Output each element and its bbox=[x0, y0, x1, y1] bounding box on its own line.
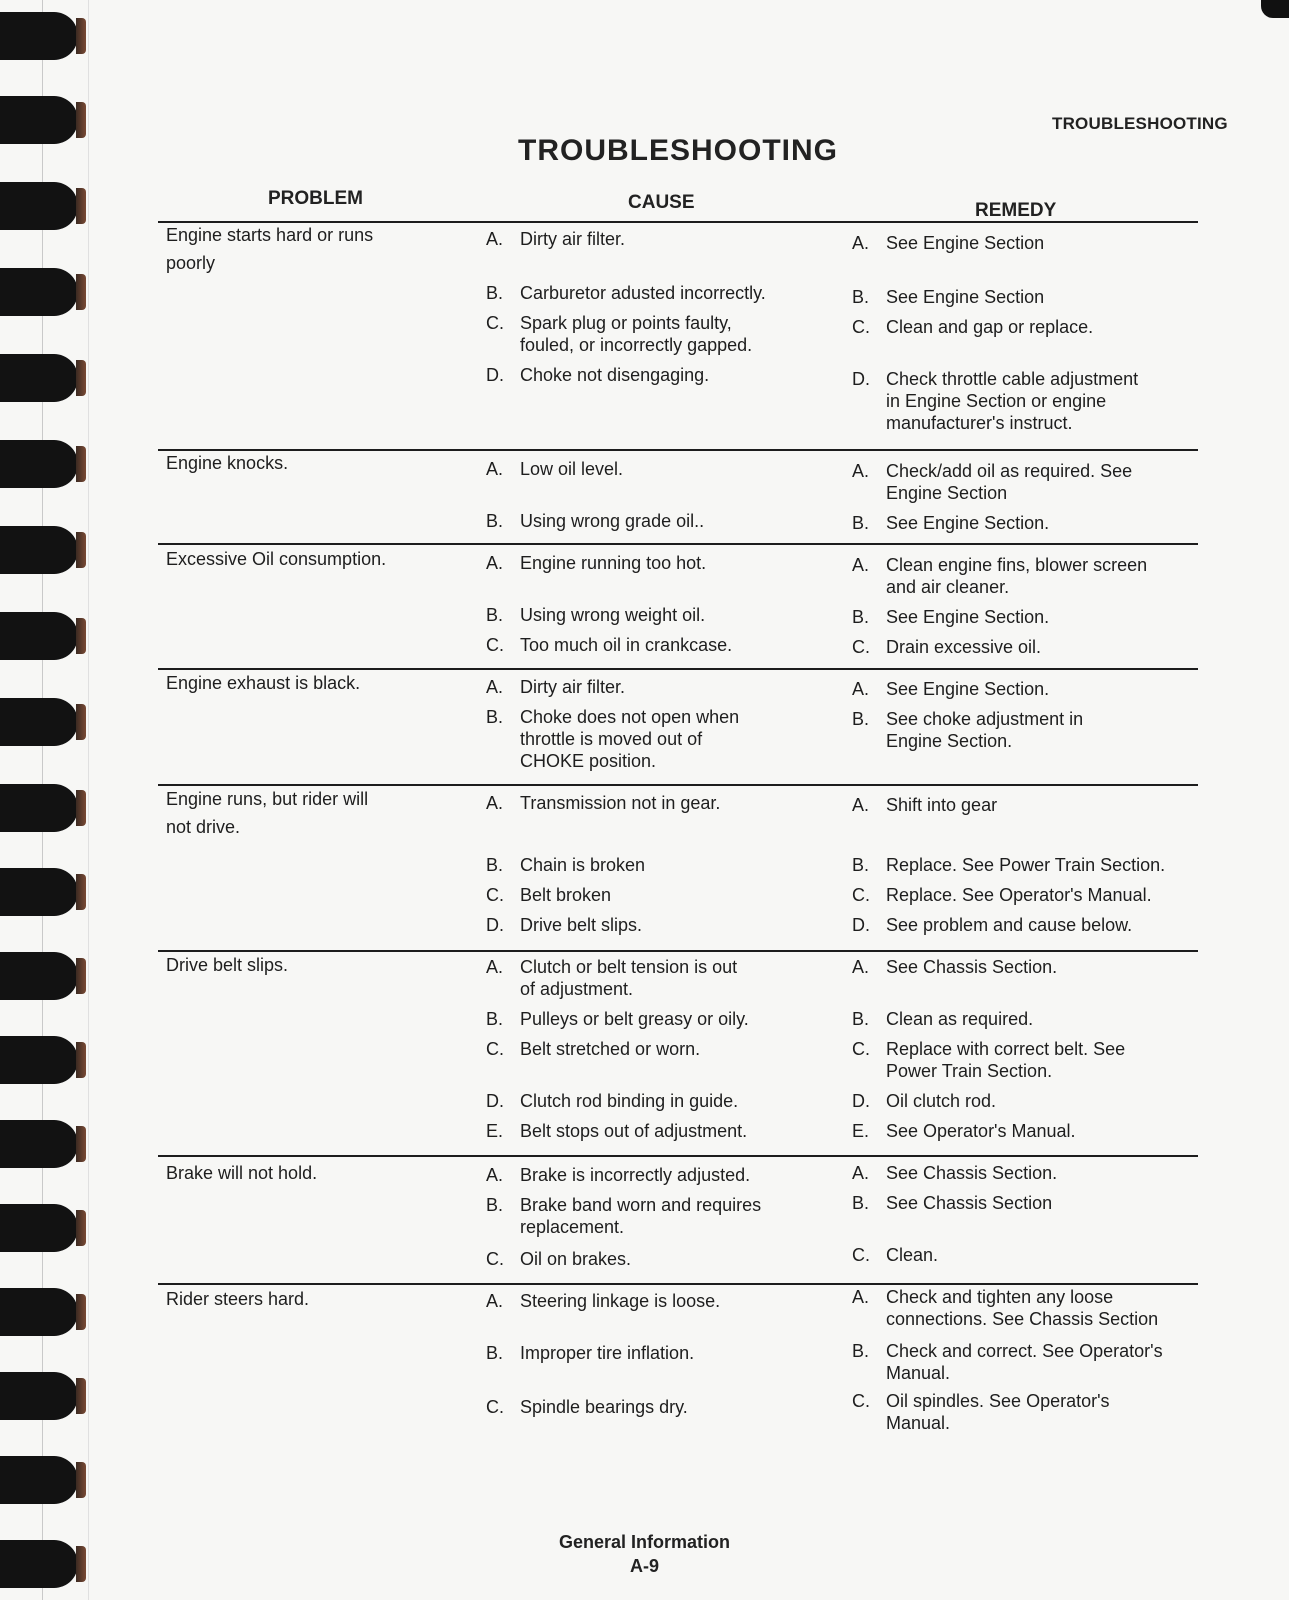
cause-text: Too much oil in crankcase. bbox=[520, 635, 733, 655]
remedy-letter: C. bbox=[852, 1245, 870, 1265]
remedy-text: Oil clutch rod. bbox=[886, 1091, 997, 1111]
remedy-text: Clean. bbox=[886, 1245, 939, 1265]
remedy-item bbox=[852, 884, 1192, 906]
remedy-item bbox=[852, 1162, 1192, 1184]
remedy-text: Replace. See Power Train Section. bbox=[886, 855, 1166, 875]
section-tag: TROUBLESHOOTING bbox=[1052, 114, 1228, 133]
remedy-item bbox=[852, 1192, 1192, 1214]
remedy-letter: B. bbox=[852, 1193, 870, 1213]
remedy-text: See Chassis Section. bbox=[886, 957, 1058, 977]
cause-text: Improper tire inflation. bbox=[520, 1343, 695, 1363]
remedy-text: See problem and cause below. bbox=[886, 915, 1133, 935]
remedy-text: See Engine Section. bbox=[886, 607, 1050, 627]
remedy-letter: C. bbox=[852, 885, 870, 905]
remedy-item bbox=[852, 460, 1192, 504]
remedy-text: See Operator's Manual. bbox=[886, 1121, 1076, 1141]
remedy-text: Replace with correct belt. See bbox=[886, 1039, 1126, 1059]
remedy-item bbox=[852, 1038, 1192, 1082]
cause-text: Pulleys or belt greasy or oily. bbox=[520, 1009, 749, 1029]
binding-ring bbox=[0, 698, 78, 746]
cause-letter: A. bbox=[486, 677, 504, 697]
cause-item bbox=[486, 914, 826, 936]
cause-letter: D. bbox=[486, 915, 504, 935]
cause-letter: A. bbox=[486, 1291, 504, 1311]
remedy-text: and air cleaner. bbox=[886, 577, 1010, 597]
cause-text: Brake band worn and requires bbox=[520, 1195, 762, 1215]
remedy-item bbox=[852, 636, 1192, 658]
remedy-text: Shift into gear bbox=[886, 795, 998, 815]
remedy-item bbox=[852, 708, 1192, 752]
remedy-text: See Engine Section. bbox=[886, 679, 1050, 699]
remedy-letter: C. bbox=[852, 637, 870, 657]
cause-letter: D. bbox=[486, 1091, 504, 1111]
cause-text: Dirty air filter. bbox=[520, 229, 626, 249]
remedy-text: See Engine Section. bbox=[886, 513, 1050, 533]
column-header-problem: PROBLEM bbox=[268, 188, 363, 209]
cause-text: Drive belt slips. bbox=[520, 915, 643, 935]
cause-item bbox=[486, 1090, 826, 1112]
remedy-letter: C. bbox=[852, 317, 870, 337]
cause-item bbox=[486, 1038, 826, 1060]
cause-letter: A. bbox=[486, 553, 504, 573]
cause-letter: A. bbox=[486, 957, 504, 977]
remedy-text: Drain excessive oil. bbox=[886, 637, 1042, 657]
remedy-text: See choke adjustment in bbox=[886, 709, 1084, 729]
remedy-text: See Engine Section bbox=[886, 233, 1045, 253]
remedy-item bbox=[852, 232, 1192, 254]
remedy-item bbox=[852, 1008, 1192, 1030]
cause-item bbox=[486, 510, 826, 532]
cause-item bbox=[486, 282, 826, 304]
cause-letter: B. bbox=[486, 1343, 504, 1363]
cause-item bbox=[486, 604, 826, 626]
cause-letter: B. bbox=[486, 855, 504, 875]
remedy-text: Manual. bbox=[886, 1363, 951, 1383]
remedy-letter: A. bbox=[852, 1287, 870, 1307]
cause-letter: A. bbox=[486, 459, 504, 479]
cause-text: Choke not disengaging. bbox=[520, 365, 710, 385]
row-divider bbox=[158, 668, 1198, 670]
remedy-text: See Chassis Section. bbox=[886, 1163, 1058, 1183]
binding-ring bbox=[0, 96, 78, 144]
remedy-text: Check and correct. See Operator's bbox=[886, 1341, 1163, 1361]
cause-text: Chain is broken bbox=[520, 855, 646, 875]
remedy-letter: B. bbox=[852, 287, 870, 307]
binding-ring bbox=[0, 268, 78, 316]
footer-page-number: A-9 bbox=[629, 1556, 659, 1576]
remedy-letter: B. bbox=[852, 1341, 870, 1361]
problem-text: poorly bbox=[166, 253, 216, 273]
problem-text: Rider steers hard. bbox=[166, 1289, 310, 1309]
cause-letter: C. bbox=[486, 1397, 504, 1417]
row-divider bbox=[158, 543, 1198, 545]
remedy-text: Clean and gap or replace. bbox=[886, 317, 1094, 337]
remedy-item bbox=[852, 1390, 1192, 1434]
binding-ring bbox=[0, 868, 78, 916]
problem-text: Engine exhaust is black. bbox=[166, 673, 361, 693]
problem-text: Engine knocks. bbox=[166, 453, 289, 473]
binding-ring bbox=[0, 612, 78, 660]
cause-item bbox=[486, 1248, 826, 1270]
remedy-item bbox=[852, 1244, 1192, 1266]
cause-item bbox=[486, 792, 826, 814]
cause-item bbox=[486, 228, 826, 250]
remedy-letter: A. bbox=[852, 957, 870, 977]
cause-text: fouled, or incorrectly gapped. bbox=[520, 335, 753, 355]
remedy-text: Check and tighten any loose bbox=[886, 1287, 1114, 1307]
remedy-item bbox=[852, 678, 1192, 700]
cause-letter: D. bbox=[486, 365, 504, 385]
problem-text: Engine runs, but rider will bbox=[166, 789, 369, 809]
cause-text: Belt stretched or worn. bbox=[520, 1039, 701, 1059]
column-header-cause: CAUSE bbox=[628, 192, 695, 213]
row-divider bbox=[158, 784, 1198, 786]
cause-item bbox=[486, 312, 826, 356]
binding-ring bbox=[0, 1288, 78, 1336]
cause-text: Oil on brakes. bbox=[520, 1249, 632, 1269]
binding-ring bbox=[0, 784, 78, 832]
remedy-item bbox=[852, 606, 1192, 628]
page-title: TROUBLESHOOTING bbox=[518, 134, 838, 167]
cause-text: Brake is incorrectly adjusted. bbox=[520, 1165, 751, 1185]
remedy-item bbox=[852, 914, 1192, 936]
cause-letter: C. bbox=[486, 635, 504, 655]
cause-letter: A. bbox=[486, 229, 504, 249]
remedy-text: Engine Section. bbox=[886, 731, 1013, 751]
problem-text: Drive belt slips. bbox=[166, 955, 289, 975]
remedy-letter: C. bbox=[852, 1039, 870, 1059]
remedy-letter: C. bbox=[852, 1391, 870, 1411]
cause-text: throttle is moved out of bbox=[520, 729, 703, 749]
remedy-letter: B. bbox=[852, 855, 870, 875]
remedy-text: Clean engine fins, blower screen bbox=[886, 555, 1148, 575]
remedy-letter: A. bbox=[852, 679, 870, 699]
remedy-item bbox=[852, 854, 1192, 876]
binding-ring bbox=[0, 1372, 78, 1420]
cause-item bbox=[486, 676, 826, 698]
binding-ring bbox=[0, 440, 78, 488]
cause-item bbox=[486, 1164, 826, 1186]
binding-ring bbox=[0, 1036, 78, 1084]
cause-text: Using wrong weight oil. bbox=[520, 605, 706, 625]
cause-item bbox=[486, 1396, 826, 1418]
binding-ring bbox=[0, 1204, 78, 1252]
cause-item bbox=[486, 854, 826, 876]
cause-item bbox=[486, 706, 826, 772]
cause-text: replacement. bbox=[520, 1217, 625, 1237]
remedy-letter: B. bbox=[852, 513, 870, 533]
cause-item bbox=[486, 458, 826, 480]
remedy-letter: D. bbox=[852, 1091, 870, 1111]
remedy-letter: A. bbox=[852, 555, 870, 575]
remedy-text: manufacturer's instruct. bbox=[886, 413, 1073, 433]
remedy-text: See Engine Section bbox=[886, 287, 1045, 307]
remedy-letter: D. bbox=[852, 915, 870, 935]
cause-item bbox=[486, 364, 826, 386]
remedy-text: Check throttle cable adjustment bbox=[886, 369, 1139, 389]
binding-ring bbox=[0, 1456, 78, 1504]
binding-ring bbox=[0, 952, 78, 1000]
problem-text: not drive. bbox=[166, 817, 241, 837]
cause-text: Dirty air filter. bbox=[520, 677, 626, 697]
cause-text: Belt broken bbox=[520, 885, 612, 905]
cause-item bbox=[486, 634, 826, 656]
cause-letter: A. bbox=[486, 793, 504, 813]
cause-item bbox=[486, 1342, 826, 1364]
row-divider bbox=[158, 1283, 1198, 1285]
cause-text: Spindle bearings dry. bbox=[520, 1397, 688, 1417]
cause-text: Engine running too hot. bbox=[520, 553, 707, 573]
cause-letter: E. bbox=[486, 1121, 504, 1141]
remedy-item bbox=[852, 1120, 1192, 1142]
remedy-text: Check/add oil as required. See bbox=[886, 461, 1133, 481]
binding-ring bbox=[0, 526, 78, 574]
cause-text: CHOKE position. bbox=[520, 751, 657, 771]
cause-text: Choke does not open when bbox=[520, 707, 740, 727]
cause-item bbox=[486, 552, 826, 574]
binding-ring bbox=[0, 354, 78, 402]
row-divider bbox=[158, 1155, 1198, 1157]
cause-letter: C. bbox=[486, 1249, 504, 1269]
column-header-remedy: REMEDY bbox=[975, 200, 1057, 221]
cause-item bbox=[486, 1008, 826, 1030]
remedy-letter: B. bbox=[852, 1009, 870, 1029]
cause-letter: B. bbox=[486, 707, 504, 727]
remedy-text: in Engine Section or engine bbox=[886, 391, 1107, 411]
remedy-item bbox=[852, 1286, 1192, 1330]
binding-ring bbox=[0, 12, 78, 60]
remedy-text: connections. See Chassis Section bbox=[886, 1309, 1159, 1329]
remedy-letter: B. bbox=[852, 709, 870, 729]
remedy-letter: D. bbox=[852, 369, 870, 389]
cause-text: Using wrong grade oil.. bbox=[520, 511, 705, 531]
cause-text: Steering linkage is loose. bbox=[520, 1291, 721, 1311]
remedy-letter: A. bbox=[852, 233, 870, 253]
remedy-item bbox=[852, 368, 1192, 434]
remedy-text: Oil spindles. See Operator's bbox=[886, 1391, 1110, 1411]
row-divider bbox=[158, 950, 1198, 952]
remedy-item bbox=[852, 554, 1192, 598]
cause-text: Clutch rod binding in guide. bbox=[520, 1091, 739, 1111]
remedy-item bbox=[852, 286, 1192, 308]
spiral-binding bbox=[0, 0, 100, 1600]
cause-letter: B. bbox=[486, 1009, 504, 1029]
remedy-item bbox=[852, 512, 1192, 534]
cause-item bbox=[486, 1290, 826, 1312]
cause-letter: A. bbox=[486, 1165, 504, 1185]
remedy-letter: A. bbox=[852, 461, 870, 481]
problem-text: Excessive Oil consumption. bbox=[166, 549, 387, 569]
cause-text: of adjustment. bbox=[520, 979, 634, 999]
remedy-text: See Chassis Section bbox=[886, 1193, 1053, 1213]
cause-item bbox=[486, 956, 826, 1000]
remedy-letter: B. bbox=[852, 607, 870, 627]
remedy-item bbox=[852, 1090, 1192, 1112]
cause-letter: C. bbox=[486, 1039, 504, 1059]
remedy-item bbox=[852, 316, 1192, 338]
binding-ring bbox=[0, 1120, 78, 1168]
cause-letter: B. bbox=[486, 1195, 504, 1215]
cause-item bbox=[486, 884, 826, 906]
corner-tab bbox=[1261, 0, 1289, 18]
cause-item bbox=[486, 1194, 826, 1238]
cause-text: Transmission not in gear. bbox=[520, 793, 721, 813]
row-divider bbox=[158, 449, 1198, 451]
footer-section: General Information bbox=[558, 1532, 731, 1552]
remedy-item bbox=[852, 956, 1192, 978]
cause-item bbox=[486, 1120, 826, 1142]
cause-text: Spark plug or points faulty, bbox=[520, 313, 732, 333]
remedy-text: Engine Section bbox=[886, 483, 1008, 503]
cause-text: Low oil level. bbox=[520, 459, 624, 479]
cause-letter: B. bbox=[486, 283, 504, 303]
remedy-text: Power Train Section. bbox=[886, 1061, 1053, 1081]
problem-text: Engine starts hard or runs bbox=[166, 225, 374, 245]
remedy-text: Clean as required. bbox=[886, 1009, 1034, 1029]
cause-letter: C. bbox=[486, 313, 504, 333]
remedy-text: Replace. See Operator's Manual. bbox=[886, 885, 1152, 905]
remedy-item bbox=[852, 1340, 1192, 1384]
cause-text: Clutch or belt tension is out bbox=[520, 957, 738, 977]
cause-letter: C. bbox=[486, 885, 504, 905]
binding-ring bbox=[0, 182, 78, 230]
remedy-letter: E. bbox=[852, 1121, 870, 1141]
remedy-item bbox=[852, 794, 1192, 816]
cause-letter: B. bbox=[486, 511, 504, 531]
remedy-letter: A. bbox=[852, 795, 870, 815]
remedy-letter: A. bbox=[852, 1163, 870, 1183]
cause-text: Carburetor adusted incorrectly. bbox=[520, 283, 766, 303]
cause-letter: B. bbox=[486, 605, 504, 625]
remedy-text: Manual. bbox=[886, 1413, 951, 1433]
row-divider bbox=[158, 221, 1198, 223]
problem-text: Brake will not hold. bbox=[166, 1163, 318, 1183]
cause-text: Belt stops out of adjustment. bbox=[520, 1121, 748, 1141]
